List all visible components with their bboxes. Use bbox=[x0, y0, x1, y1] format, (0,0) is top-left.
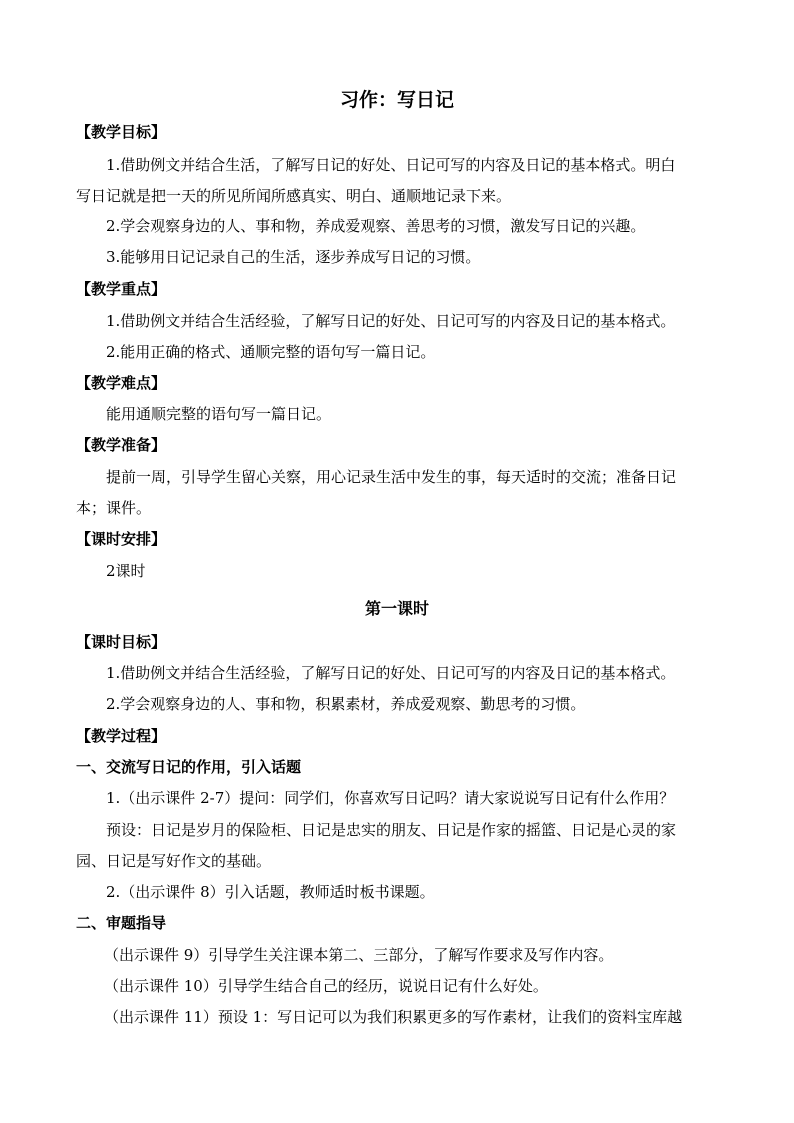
paragraph: （出示课件 10）引导学生结合自己的经历，说说日记有什么好处。 bbox=[104, 977, 548, 995]
heading-key-points: 【教学重点】 bbox=[76, 280, 167, 298]
paragraph: 3.能够用日记记录自己的生活，逐步养成写日记的习惯。 bbox=[106, 248, 481, 266]
heading-process: 【教学过程】 bbox=[76, 727, 167, 745]
paragraph: 1.借助例文并结合生活，了解写日记的好处、日记可写的内容及日记的基本格式。明白 bbox=[106, 156, 676, 174]
paragraph: （出示课件 11）预设 1：写日记可以为我们积累更多的写作素材，让我们的资料宝库越 bbox=[104, 1008, 683, 1026]
heading-preparation: 【教学准备】 bbox=[76, 436, 167, 454]
paragraph: 2.学会观察身边的人、事和物，积累素材，养成爱观察、勤思考的习惯。 bbox=[106, 695, 586, 713]
paragraph: 1.借助例文并结合生活经验，了解写日记的好处、日记可写的内容及日记的基本格式。 bbox=[106, 312, 676, 330]
paragraph: 2.学会观察身边的人、事和物，养成爱观察、善思考的习惯，激发写日记的兴趣。 bbox=[106, 217, 646, 235]
heading-schedule: 【课时安排】 bbox=[76, 530, 167, 548]
paragraph: 园、日记是写好作文的基础。 bbox=[76, 852, 272, 870]
paragraph: 本；课件。 bbox=[76, 499, 152, 517]
heading-difficulty: 【教学难点】 bbox=[76, 374, 167, 392]
paragraph: 2.（出示课件 8）引入话题，教师适时板书课题。 bbox=[106, 883, 435, 901]
section-heading: 二、审题指导 bbox=[76, 914, 167, 932]
paragraph: 1.（出示课件 2-7）提问：同学们，你喜欢写日记吗？请大家说说写日记有什么作用？ bbox=[106, 789, 675, 807]
lesson-title: 第一课时 bbox=[364, 599, 429, 618]
paragraph: 2课时 bbox=[106, 562, 146, 580]
paragraph: 预设：日记是岁月的保险柜、日记是忠实的朋友、日记是作家的摇篮、日记是心灵的家 bbox=[106, 821, 677, 839]
document-title: 习作：写日记 bbox=[339, 89, 454, 111]
paragraph: 能用通顺完整的语句写一篇日记。 bbox=[106, 405, 332, 423]
heading-lesson-goals: 【课时目标】 bbox=[76, 633, 167, 651]
heading-teaching-goals: 【教学目标】 bbox=[76, 123, 167, 141]
paragraph: 写日记就是把一天的所见所闻所感真实、明白、通顺地记录下来。 bbox=[76, 187, 512, 205]
section-heading: 一、交流写日记的作用，引入话题 bbox=[76, 758, 302, 776]
paragraph: 2.能用正确的格式、通顺完整的语句写一篇日记。 bbox=[106, 343, 436, 361]
paragraph: 1.借助例文并结合生活经验，了解写日记的好处、日记可写的内容及日记的基本格式。 bbox=[106, 664, 676, 682]
paragraph: （出示课件 9）引导学生关注课本第二、三部分，了解写作要求及写作内容。 bbox=[104, 946, 614, 964]
paragraph: 提前一周，引导学生留心关察，用心记录生活中发生的事，每天适时的交流；准备日记 bbox=[106, 468, 677, 486]
